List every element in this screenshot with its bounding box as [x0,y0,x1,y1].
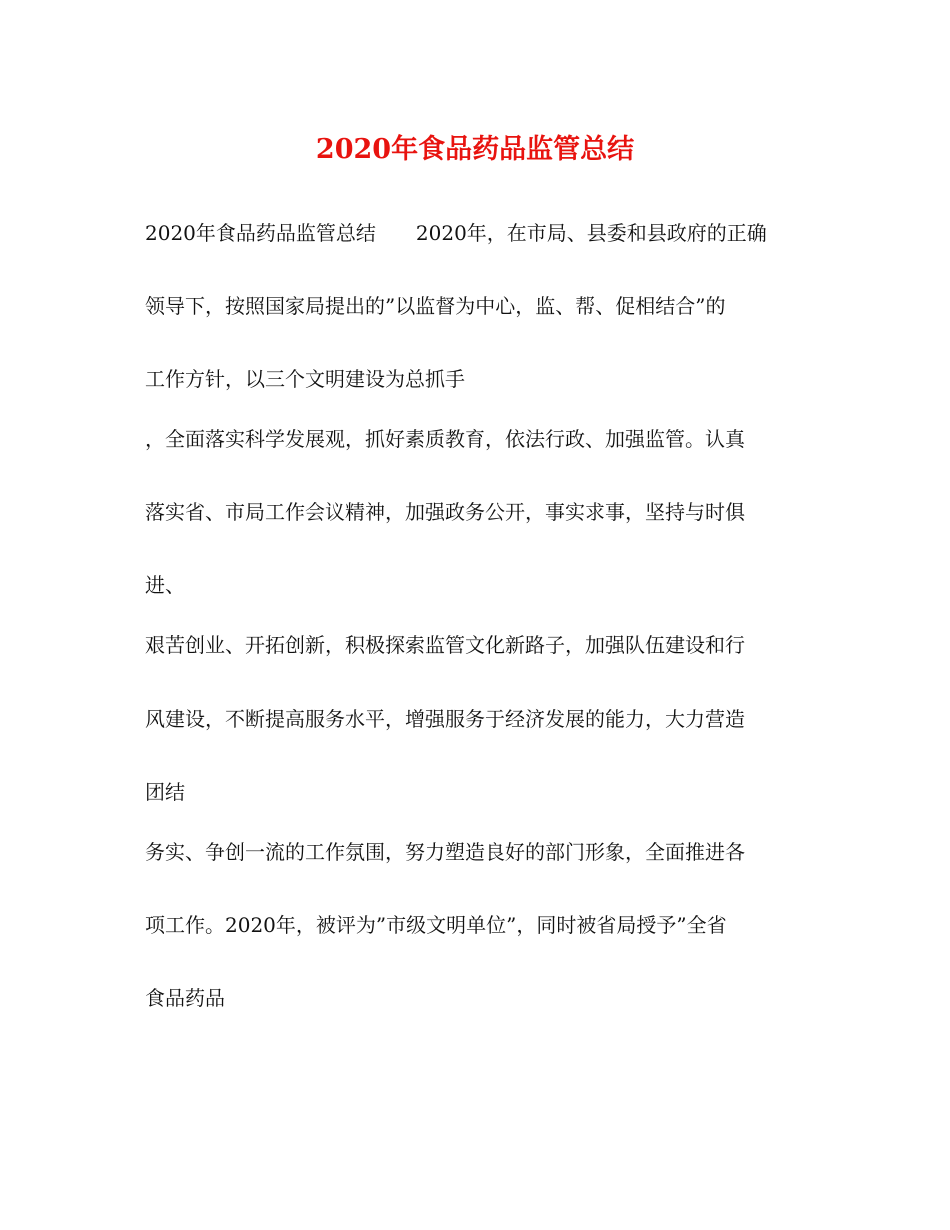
body-line: 风建设，不断提高服务水平，增强服务于经济发展的能力，大力营造 [145,707,745,731]
body-line: 团结 [145,780,185,804]
body-line: 2020年食品药品监管总结 2020年，在市局、县委和县政府的正确 [145,221,767,245]
body-line: 工作方针，以三个文明建设为总抓手 [145,367,465,391]
body-line: 务实、争创一流的工作氛围，努力塑造良好的部门形象，全面推进各 [145,840,745,864]
body-line: 艰苦创业、开拓创新，积极探索监管文化新路子，加强队伍建设和行 [145,633,745,657]
body-line: ，全面落实科学发展观，抓好素质教育，依法行政、加强监管。认真 [145,427,745,451]
document-title: 2020年食品药品监管总结 [315,134,635,165]
body-line: 落实省、市局工作会议精神，加强政务公开，事实求事，坚持与时俱 [145,500,745,524]
body-line: 领导下，按照国家局提出的”以监督为中心，监、帮、促相结合”的 [145,294,726,318]
body-line: 项工作。2020年，被评为”市级文明单位”，同时被省局授予”全省 [145,913,727,937]
body-line: 进、 [145,573,185,597]
body-line: 食品药品 [145,986,225,1010]
